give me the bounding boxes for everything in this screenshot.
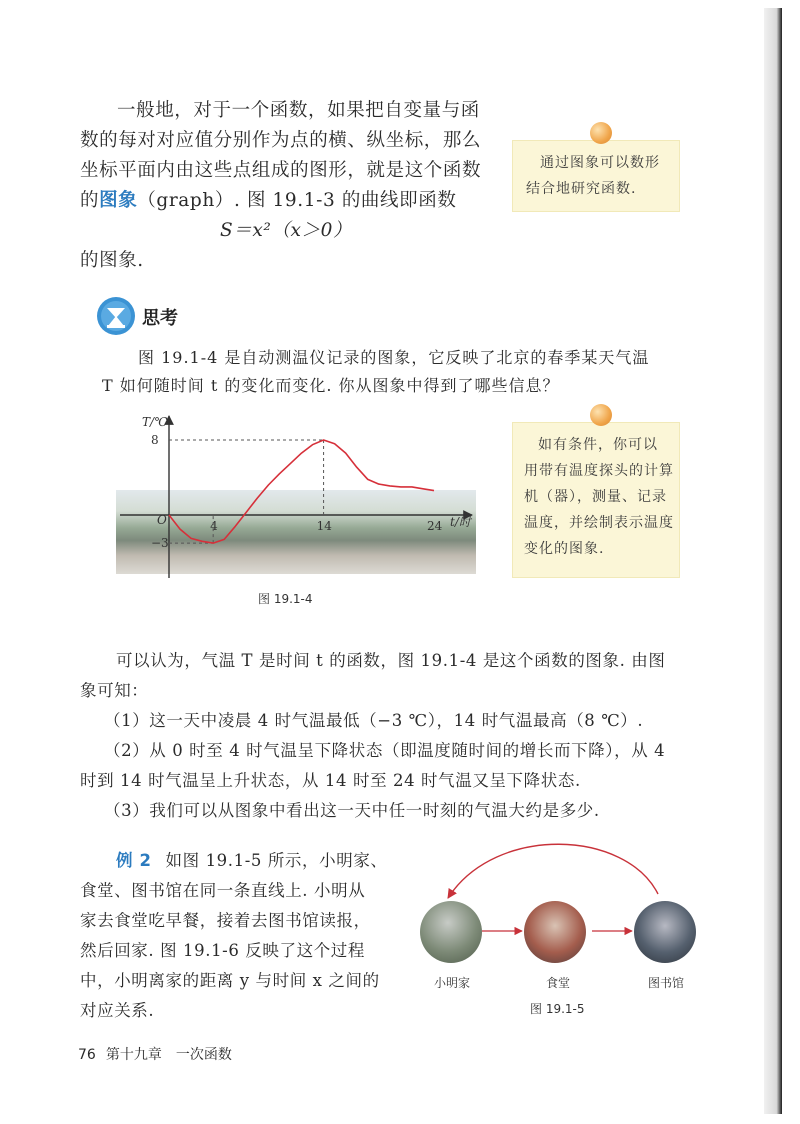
analysis-item-2a: （2）从 0 时至 4 时气温呈下降状态（即温度随时间的增长而下降），从 4	[104, 741, 666, 760]
return-arrow	[448, 844, 658, 898]
page-number: 76	[78, 1047, 96, 1063]
intro-line-4	[80, 186, 500, 216]
label-canteen: 食堂	[546, 976, 571, 990]
y-axis-label: T/℃	[142, 415, 168, 429]
example-line-6: 对应关系.	[80, 1001, 155, 1020]
formula: S＝x²（x＞0）	[220, 220, 353, 241]
margin-note-2	[512, 422, 680, 578]
label-home: 小明家	[434, 976, 471, 990]
thinking-person-icon	[96, 296, 136, 336]
canteen-photo	[524, 901, 586, 963]
note2-line-3: 机（器），测量、记录	[524, 489, 667, 505]
think-text	[102, 344, 702, 400]
chapter-title: 第十九章 一次函数	[105, 1047, 232, 1063]
analysis-item-3: （3）我们可以从图象中看出这一天中任一时刻的气温大约是多少.	[104, 801, 600, 820]
margin-note-1	[512, 140, 680, 212]
intro-paragraph	[80, 96, 500, 276]
temperature-chart	[112, 406, 492, 586]
x-tick-label-4: 4	[210, 519, 218, 533]
note2-line-5: 变化的图象.	[524, 541, 605, 557]
note1-line-1: 通过图象可以数形	[540, 155, 660, 171]
intro-line-5: 的图象.	[80, 250, 144, 271]
pin-icon	[590, 404, 612, 426]
figure-caption-2: 图 19.1-5	[530, 1002, 585, 1016]
example-line-5: 中，小明离家的距离 y 与时间 x 之间的	[80, 971, 380, 990]
intro-line-4-start: 的	[80, 190, 100, 211]
origin-label: O	[157, 513, 167, 527]
intro-line-2: 数的每对对应值分别作为点的横、纵坐标，那么	[80, 130, 482, 151]
analysis-line-1: 可以认为，气温 T 是时间 t 的函数，图 19.1-4 是这个函数的图象. 由图	[116, 651, 666, 670]
example-label: 例 2	[116, 851, 152, 870]
example-2	[80, 846, 420, 1026]
term-graph: 图象	[99, 190, 138, 211]
library-photo	[634, 901, 696, 963]
intro-line-4-end: （graph）. 图 19.1-3 的曲线即函数	[137, 190, 457, 211]
analysis-item-2b: 时到 14 时气温呈上升状态，从 14 时至 24 时气温又呈下降状态.	[80, 771, 581, 790]
figure-caption-1: 图 19.1-4	[258, 592, 313, 606]
note2-line-2: 用带有温度探头的计算	[524, 463, 674, 479]
y-tick-label--3: −3	[151, 536, 169, 551]
note1-line-2: 结合地研究函数.	[526, 181, 637, 197]
note2-line-1: 如有条件，你可以	[538, 437, 658, 453]
think-line-2: T 如何随时间 t 的变化而变化. 你从图象中得到了哪些信息？	[102, 376, 560, 395]
x-tick-label-14: 14	[316, 519, 332, 533]
analysis-paragraph	[80, 646, 720, 826]
y-tick-label-8: 8	[151, 433, 159, 447]
temperature-series-line	[169, 440, 434, 543]
example-line-1-text: 如图 19.1-5 所示，小明家、	[165, 851, 388, 870]
label-library: 图书馆	[648, 976, 685, 990]
example-line-2: 食堂、图书馆在同一条直线上. 小明从	[80, 881, 366, 900]
home-photo	[420, 901, 482, 963]
example-line-1	[80, 846, 420, 876]
example-line-4: 然后回家. 图 19.1-6 反映了这个过程	[80, 941, 365, 960]
x-tick-label-24: 24	[427, 519, 443, 533]
example-line-3: 家去食堂吃早餐，接着去图书馆读报，	[80, 911, 371, 930]
analysis-line-2: 象可知：	[80, 681, 149, 700]
think-line-1: 图 19.1-4 是自动测温仪记录的图象，它反映了北京的春季某天气温	[138, 348, 650, 367]
intro-line-1: 一般地，对于一个函数，如果把自变量与函	[117, 100, 480, 121]
analysis-item-1: （1）这一天中凌晨 4 时气温最低（−3 ℃），14 时气温最高（8 ℃）.	[104, 711, 644, 730]
intro-line-3: 坐标平面内由这些点组成的图形，就是这个函数	[80, 160, 482, 181]
x-axis-label: t/时	[450, 515, 471, 529]
pin-icon	[590, 122, 612, 144]
note2-line-4: 温度，并绘制表示温度	[524, 515, 674, 531]
page-edge	[764, 8, 782, 1114]
footer	[78, 1044, 232, 1064]
think-label: 思考	[142, 308, 178, 329]
